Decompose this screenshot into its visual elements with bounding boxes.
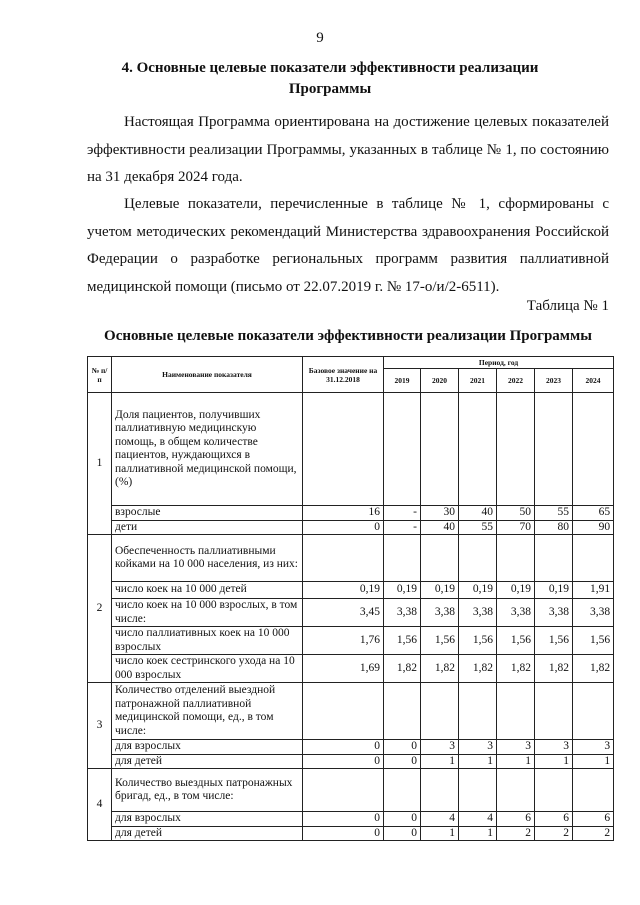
- year-value-cell: 55: [535, 506, 573, 521]
- header-year: 2019: [384, 369, 421, 393]
- empty-cell: [384, 535, 421, 582]
- year-value-cell: 6: [497, 812, 535, 827]
- empty-cell: [421, 535, 459, 582]
- table-row: [88, 812, 614, 827]
- indicator-group-title-row: [88, 393, 614, 506]
- empty-cell: [459, 393, 497, 506]
- empty-cell: [303, 769, 384, 812]
- year-value-cell: 55: [459, 520, 497, 535]
- table-title: Основные целевые показатели эффективности реализации Программы: [104, 328, 592, 344]
- year-value-cell: 3,38: [497, 599, 535, 627]
- year-value-cell: 1,82: [421, 655, 459, 683]
- header-year: 2021: [459, 369, 497, 393]
- empty-cell: [497, 393, 535, 506]
- table-row: [88, 754, 614, 769]
- header-number: № п/п: [88, 357, 112, 393]
- year-value-cell: 1: [421, 754, 459, 769]
- year-value-cell: 1,56: [421, 627, 459, 655]
- row-label: число паллиативных коек на 10 000 взрослых: [112, 627, 303, 655]
- year-value-cell: 1,82: [573, 655, 614, 683]
- empty-cell: [421, 393, 459, 506]
- year-value-cell: 0,19: [384, 582, 421, 599]
- header-year: 2024: [573, 369, 614, 393]
- indicator-title: Количество отделений выездной патронажной паллиативной медицинской помощи, ед., в том числе:: [112, 683, 303, 740]
- year-value-cell: 1,56: [497, 627, 535, 655]
- empty-cell: [459, 769, 497, 812]
- year-value-cell: 4: [459, 812, 497, 827]
- year-value-cell: 1,82: [384, 655, 421, 683]
- header-base-value: Базовое значение на 31.12.2018: [303, 357, 384, 393]
- year-value-cell: 0: [384, 754, 421, 769]
- year-value-cell: 1: [497, 754, 535, 769]
- empty-cell: [535, 769, 573, 812]
- empty-cell: [497, 769, 535, 812]
- year-value-cell: 0,19: [535, 582, 573, 599]
- year-value-cell: 6: [573, 812, 614, 827]
- year-value-cell: 1: [421, 826, 459, 841]
- header-year: 2020: [421, 369, 459, 393]
- intro-paragraph: Настоящая Программа ориентирована на достижение целевых показателей эффективности реализации Программы, указанных в таблице № 1, по состоянию на 31 декабря 2024 года.: [87, 114, 609, 185]
- year-value-cell: 2: [535, 826, 573, 841]
- year-value-cell: 3,38: [573, 599, 614, 627]
- row-label: для взрослых: [112, 740, 303, 755]
- indicator-group-title-row: [88, 769, 614, 812]
- indicator-number: 1: [88, 393, 112, 535]
- empty-cell: [535, 683, 573, 740]
- table-row: [88, 655, 614, 683]
- empty-cell: [535, 393, 573, 506]
- year-value-cell: 50: [497, 506, 535, 521]
- empty-cell: [497, 683, 535, 740]
- row-label: для детей: [112, 754, 303, 769]
- year-value-cell: 1,56: [459, 627, 497, 655]
- year-value-cell: 1,56: [535, 627, 573, 655]
- indicator-number: 2: [88, 535, 112, 683]
- indicator-title: Доля пациентов, получивших паллиативную медицинскую помощь, в общем количестве пациентов, нуждающихся в паллиативной медицинской помощи, (%): [112, 393, 303, 506]
- header-indicator-name: Наименование показателя: [112, 357, 303, 393]
- empty-cell: [573, 769, 614, 812]
- year-value-cell: 3: [573, 740, 614, 755]
- year-value-cell: 1,56: [573, 627, 614, 655]
- year-value-cell: 3: [535, 740, 573, 755]
- year-value-cell: 80: [535, 520, 573, 535]
- empty-cell: [303, 393, 384, 506]
- empty-cell: [573, 393, 614, 506]
- year-value-cell: 3,38: [535, 599, 573, 627]
- table-body: [88, 393, 614, 841]
- year-value-cell: 0: [384, 740, 421, 755]
- year-value-cell: 3,38: [459, 599, 497, 627]
- table-row: [88, 599, 614, 627]
- year-value-cell: 1: [573, 754, 614, 769]
- year-value-cell: 3: [459, 740, 497, 755]
- year-value-cell: 1,91: [573, 582, 614, 599]
- empty-cell: [535, 535, 573, 582]
- empty-cell: [459, 683, 497, 740]
- base-value-cell: 0: [303, 520, 384, 535]
- empty-cell: [421, 683, 459, 740]
- base-value-cell: 3,45: [303, 599, 384, 627]
- year-value-cell: 2: [497, 826, 535, 841]
- empty-cell: [421, 769, 459, 812]
- year-value-cell: 0,19: [497, 582, 535, 599]
- empty-cell: [303, 683, 384, 740]
- year-value-cell: 3,38: [421, 599, 459, 627]
- indicator-title: Количество выездных патронажных бригад, ед., в том числе:: [112, 769, 303, 812]
- year-value-cell: 30: [421, 506, 459, 521]
- year-value-cell: 90: [573, 520, 614, 535]
- table-caption: Таблица № 1: [526, 298, 609, 314]
- year-value-cell: 3,38: [384, 599, 421, 627]
- row-label: число коек сестринского ухода на 10 000 взрослых: [112, 655, 303, 683]
- row-label: число коек на 10 000 детей: [112, 582, 303, 599]
- table-row: [88, 826, 614, 841]
- page-number: 9: [316, 30, 324, 46]
- row-label: для детей: [112, 826, 303, 841]
- empty-cell: [384, 683, 421, 740]
- base-value-cell: 0: [303, 826, 384, 841]
- row-label: для взрослых: [112, 812, 303, 827]
- year-value-cell: 1,82: [535, 655, 573, 683]
- year-value-cell: 0,19: [421, 582, 459, 599]
- empty-cell: [497, 535, 535, 582]
- base-value-cell: 16: [303, 506, 384, 521]
- year-value-cell: 1: [459, 754, 497, 769]
- base-value-cell: 0: [303, 754, 384, 769]
- header-year: 2022: [497, 369, 535, 393]
- year-value-cell: -: [384, 520, 421, 535]
- year-value-cell: 65: [573, 506, 614, 521]
- header-year: 2023: [535, 369, 573, 393]
- header-period: Период, год: [384, 357, 614, 369]
- base-value-cell: 0: [303, 812, 384, 827]
- base-value-cell: 1,76: [303, 627, 384, 655]
- year-value-cell: 40: [459, 506, 497, 521]
- year-value-cell: 1,82: [497, 655, 535, 683]
- year-value-cell: 6: [535, 812, 573, 827]
- year-value-cell: 70: [497, 520, 535, 535]
- section-title: 4. Основные целевые показатели эффективности реализации Программы: [121, 60, 539, 97]
- indicator-group-title-row: [88, 683, 614, 740]
- year-value-cell: 0,19: [459, 582, 497, 599]
- indicator-title: Обеспеченность паллиативными койками на 10 000 населения, из них:: [112, 535, 303, 582]
- table-row: [88, 627, 614, 655]
- base-value-cell: 1,69: [303, 655, 384, 683]
- empty-cell: [303, 535, 384, 582]
- indicator-number: 4: [88, 769, 112, 841]
- empty-cell: [384, 393, 421, 506]
- table-row: [88, 582, 614, 599]
- row-label: дети: [112, 520, 303, 535]
- base-value-cell: 0: [303, 740, 384, 755]
- indicator-number: 3: [88, 683, 112, 769]
- methodology-paragraph: Целевые показатели, перечисленные в таблице № 1, сформированы с учетом методических рекомендаций Министерства здравоохранения Российской Федерации о разработке региональных программ развития паллиативной медицинской помощи (письмо от 22.07.2019 г. № 17-о/и/2-6511).: [87, 196, 609, 295]
- metrics-table: [87, 356, 614, 841]
- year-value-cell: 2: [573, 826, 614, 841]
- table-row: [88, 506, 614, 521]
- row-label: взрослые: [112, 506, 303, 521]
- base-value-cell: 0,19: [303, 582, 384, 599]
- year-value-cell: 1: [535, 754, 573, 769]
- year-value-cell: 4: [421, 812, 459, 827]
- year-value-cell: 1,82: [459, 655, 497, 683]
- year-value-cell: 0: [384, 826, 421, 841]
- empty-cell: [459, 535, 497, 582]
- year-value-cell: 1: [459, 826, 497, 841]
- year-value-cell: 1,56: [384, 627, 421, 655]
- year-value-cell: -: [384, 506, 421, 521]
- table-row: [88, 740, 614, 755]
- indicator-group-title-row: [88, 535, 614, 582]
- year-value-cell: 0: [384, 812, 421, 827]
- empty-cell: [573, 683, 614, 740]
- table-row: [88, 520, 614, 535]
- year-value-cell: 3: [421, 740, 459, 755]
- empty-cell: [573, 535, 614, 582]
- empty-cell: [384, 769, 421, 812]
- row-label: число коек на 10 000 взрослых, в том числе:: [112, 599, 303, 627]
- year-value-cell: 40: [421, 520, 459, 535]
- year-value-cell: 3: [497, 740, 535, 755]
